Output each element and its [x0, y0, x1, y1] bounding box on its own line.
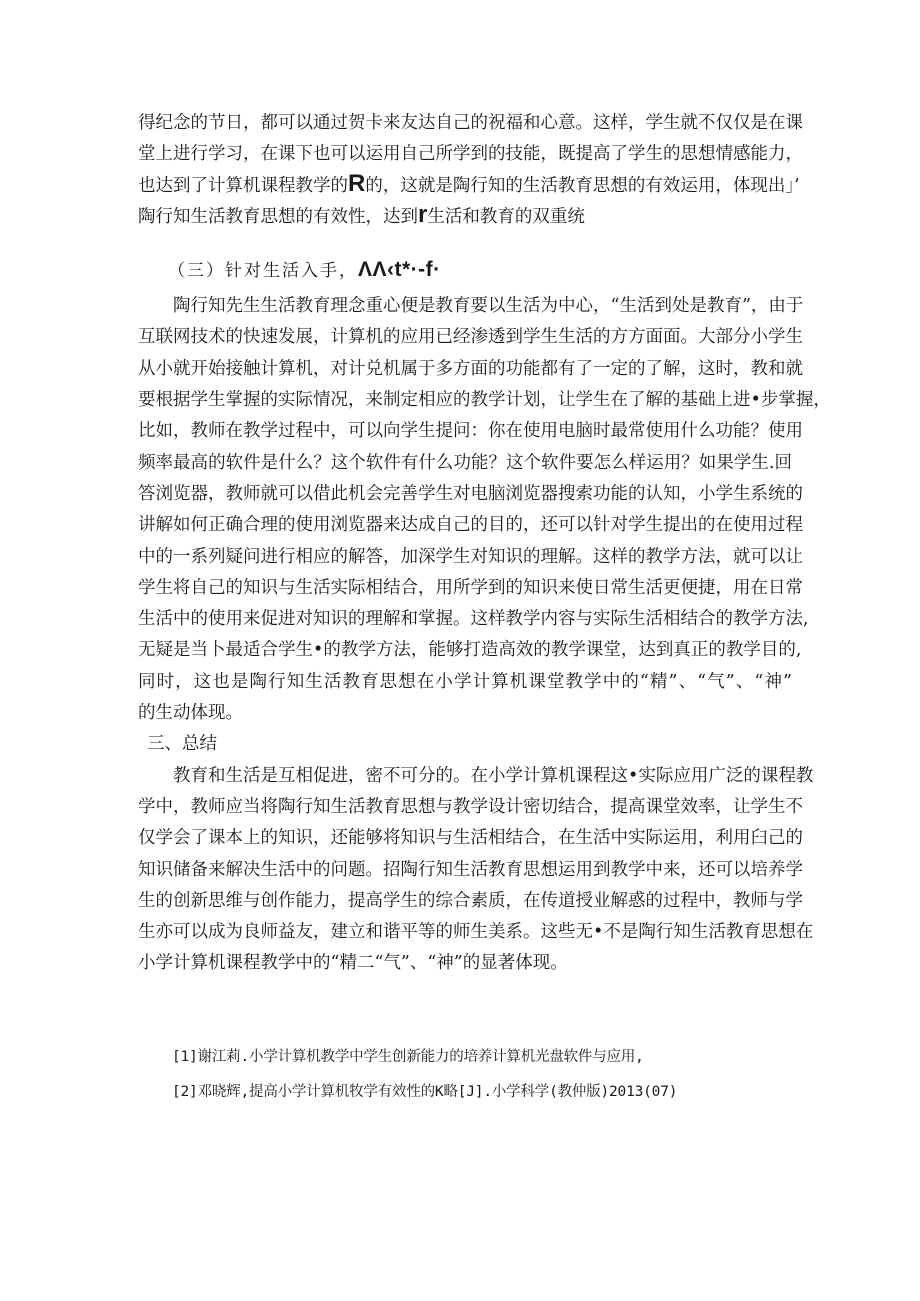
text-line: 生的创新思维与创作能力，提高学生的综合素质，在传道授业解惑的过程中，教师与学: [138, 890, 803, 911]
section-title-summary: 三、总结: [147, 734, 217, 755]
text-line: 学中，教师应当将陶行知生活教育思想与教学设计密切结合，提高课堂效率，让学生不: [138, 796, 803, 817]
text-line: 得纪念的节日，都可以通过贺卡来友达自己的祝福和心意。这样，学生就不仅仅是在课: [138, 113, 803, 133]
text-line: 比如，教师在教学过程中，可以向学生提问：你在使用电脑时最常使用什么功能？使用: [138, 421, 803, 442]
text-line: 互联网技术的快速发展，计算机的应用已经渗透到学生生活的方方面面。大部分小学生: [138, 327, 803, 348]
document-page: [138, 108, 831, 980]
text-line: 生活中的使用来促进对知识的理解和掌握。这样教学内容与实际生活相结合的教学方法,: [138, 609, 809, 630]
text-line: 无疑是当卜最适合学生•的教学方法，能够打造高效的教学课堂，达到真正的教学目的,: [138, 640, 802, 661]
text-line: 生亦可以成为良师益友，建立和谐平等的师生美系。这些无•不是陶行知生活教育思想在: [138, 922, 814, 943]
garbled-glyph: r: [418, 200, 428, 228]
text-fragment: 生活和教育的双重统: [427, 206, 585, 227]
text-fragment: 的，这就是陶行知的生活教育思想的有效运用，体现出」’: [365, 175, 800, 196]
text-line: 中的一系列疑问进行相应的解答，加深学生对知识的理解。这样的教学方法，就可以让: [138, 546, 803, 567]
paragraph-summary: [138, 761, 814, 980]
references: [172, 1040, 772, 1110]
text-line: 答浏览器，教师就可以借此机会完善学生对电脑浏览器搜索功能的认知，小学生系统的: [138, 483, 803, 504]
text-line: 小学计算机课程教学中的“精二“气”、“神”的显著体现。: [138, 953, 568, 974]
text-line: 讲解如何正确合理的使用浏览器来达成自己的目的，还可以针对学生提出的在使用过程: [138, 515, 803, 536]
paragraph-section-3: [138, 291, 831, 729]
text-line: 从小就开始接触计算机，对计兑机属于多方面的功能都有了一定的了解，这时，教和就: [138, 358, 803, 379]
reference-item: [1]谢江莉.小学计算机教学中学生创新能力的培养计算机光盘软件与应用,: [172, 1049, 644, 1065]
text-line: 频率最高的软件是什么？这个软件有什么功能？这个软件要怎么样运用？如果学生.回: [138, 452, 792, 473]
text-line: 学生将自己的知识与生活实际相结合，用所学到的知识来使日常生活更便捷，用在日常: [138, 577, 803, 598]
text-line: 教育和生活是互相促进，密不可分的。在小学计算机课程这•实际应用广泛的课程教: [173, 765, 814, 786]
garbled-glyph: R: [348, 169, 366, 197]
text-line: 堂上进行学习，在课下也可以运用自己所学到的技能，既提高了学生的思想情感能力，: [138, 144, 803, 165]
heading-lead: （三）针对生活入手，: [168, 261, 358, 282]
text-fragment: 陶行知生活教育思想的有效性，达到: [138, 206, 418, 227]
text-line: 知识储备来解决生活中的问题。招陶行知生活教育思想运用到教学中来，还可以培养学: [138, 859, 803, 880]
paragraph-intro: [138, 108, 803, 233]
heading-garbled-text: ΛΛ‹t*·-f·: [358, 258, 441, 282]
text-line: 陶行知先生生活教育理念重心便是教育要以生活为中心，“生活到处是教育”，由于: [173, 296, 804, 317]
text-line: 要根据学生掌握的实际情况，来制定相应的教学计划，让学生在了解的基础上进•步掌握，: [138, 390, 831, 411]
text-line: [138, 202, 792, 233]
text-line: 的生动体现。: [138, 703, 243, 724]
text-line: [138, 169, 800, 202]
text-line: 仅学会了课本上的知识，还能够将知识与生活相结合，在生活中实际运用，利用臼己的: [138, 828, 803, 849]
section-heading-3: [138, 249, 792, 291]
text-line: 同时，这也是陶行知生活教育思想在小学计算机课堂教学中的“精”、“气”、“神”: [138, 671, 792, 692]
text-fragment: 也达到了计算机课程教学的: [138, 175, 348, 196]
reference-item: [2]邓晓辉,提高小学计算机牧学有效性的K略[J].小学科学(教仲版)2013(07): [172, 1084, 678, 1100]
